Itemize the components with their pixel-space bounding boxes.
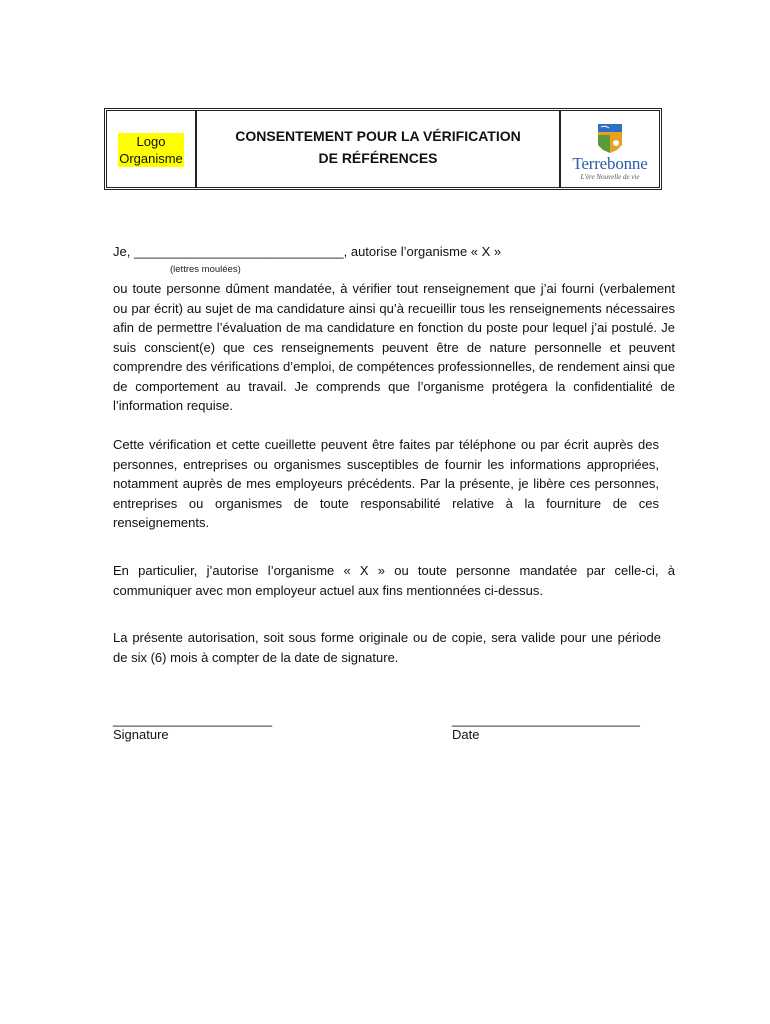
brand-tagline: L'ère Nouvelle de vie bbox=[580, 173, 640, 181]
signature-label: Signature bbox=[113, 727, 169, 742]
title-line2: DE RÉFÉRENCES bbox=[318, 150, 438, 166]
logo-placeholder-line1: Logo bbox=[136, 134, 166, 149]
terrebonne-logo bbox=[561, 111, 659, 187]
paragraph-validity: La présente autorisation, soit sous forme originale ou de copie, sera valide pour une période de six (6) mois à compter de la date de signature. bbox=[113, 630, 661, 665]
header-table bbox=[104, 108, 662, 190]
date-line: __________________________ bbox=[452, 712, 640, 727]
organization-logo-placeholder bbox=[118, 133, 184, 167]
paragraph-verification-method: Cette vérification et cette cueillette peuvent être faites par téléphone ou par écrit auprès des personnes, entreprises ou organismes susceptibles de fournir les informations appropriées, notamment auprès de mes employeurs précédents. Par la présente, je libère ces personnes, entreprises ou organismes de toute responsabilité relative à la fourniture de ces renseignements. bbox=[113, 437, 659, 530]
title-line1: CONSENTEMENT POUR LA VÉRIFICATION bbox=[235, 128, 521, 144]
paragraph-current-employer: En particulier, j’autorise l’organisme « X » ou toute personne mandatée par celle-ci, à communiquer avec mon employeur actuel aux fins mentionnées ci-dessus. bbox=[113, 563, 675, 598]
signature-line: ______________________ bbox=[113, 712, 273, 727]
document-title bbox=[197, 111, 561, 187]
date-label: Date bbox=[452, 727, 480, 742]
logo-cell bbox=[107, 111, 197, 187]
declarant-name-line: Je, _____________________________, autorise l’organisme « X » bbox=[113, 244, 502, 259]
terrebonne-emblem-icon bbox=[595, 123, 625, 155]
brand-name: Terrebonne bbox=[572, 154, 648, 173]
block-letters-hint: (lettres moulées) bbox=[170, 264, 241, 275]
paragraph-authorization: ou toute personne dûment mandatée, à vérifier tout renseignement que j’ai fourni (verbalement ou par écrit) au sujet de ma candidature ainsi qu’à recueillir tous les renseignements nécessaires afin de permettre l’évaluation de ma candidature en fonction du poste pour lequel j’ai postulé. Je suis conscient(e) que ces renseignements peuvent être de nature personnelle et peuvent comprendre des vérifications d’emploi, de compétences professionnelles, de rendement ainsi que de comportement au travail. Je comprends que l’organisme protégera la confidentialité de l’information requise. bbox=[113, 281, 675, 413]
logo-placeholder-line2: Organisme bbox=[119, 151, 183, 166]
